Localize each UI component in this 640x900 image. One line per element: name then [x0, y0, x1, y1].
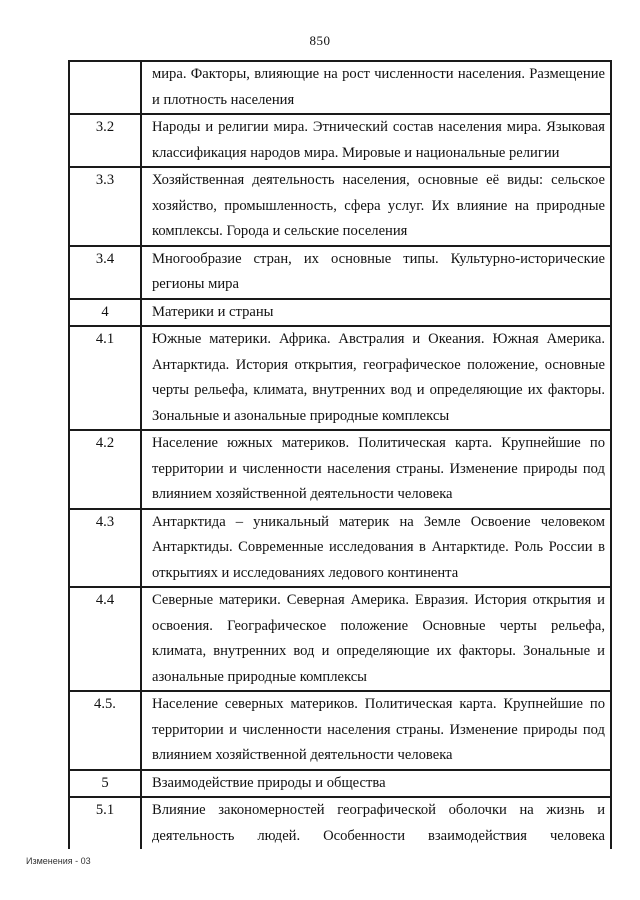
row-number: 3.3 [69, 167, 141, 246]
table-row [69, 797, 611, 849]
row-number: 5.1 [69, 797, 141, 849]
row-number: 3.2 [69, 114, 141, 167]
table-row [69, 326, 611, 430]
table-row [69, 167, 611, 246]
row-text: Многообразие стран, их основные типы. Культурно-исторические регионы мира [141, 246, 611, 299]
row-text: Население северных материков. Политическая карта. Крупнейшие по территории и численности населения страны. Изменение природы под влиянием хозяйственной деятельности человека [141, 691, 611, 770]
row-number: 3.4 [69, 246, 141, 299]
row-text: Влияние закономерностей географической оболочки на жизнь и деятельность людей. Особенности взаимодействия человека [141, 797, 611, 849]
row-text: мира. Факторы, влияющие на рост численности населения. Размещение и плотность населения [141, 61, 611, 114]
row-text: Антарктида – уникальный материк на Земле Освоение человеком Антарктиды. Современные исследования в Антарктиде. Роль России в открытиях и исследованиях ледового континента [141, 509, 611, 588]
row-text: Хозяйственная деятельность населения, основные её виды: сельское хозяйство, промышленность, сфера услуг. Их влияние на природные комплексы. Города и сельские поселения [141, 167, 611, 246]
row-number [69, 61, 141, 114]
table-row [69, 61, 611, 114]
row-number: 4.2 [69, 430, 141, 509]
row-text: Северные материки. Северная Америка. Евразия. История открытия и освоения. Географическое положение Основные черты рельефа, климата, внутренних вод и определяющие их факторы. Зональные и азональные природные комплексы [141, 587, 611, 691]
table-row [69, 246, 611, 299]
row-text: Взаимодействие природы и общества [141, 770, 611, 798]
table-row [69, 770, 611, 798]
table-row [69, 691, 611, 770]
table-row [69, 587, 611, 691]
row-number: 4.1 [69, 326, 141, 430]
page-number: 850 [309, 33, 331, 48]
row-number: 4.3 [69, 509, 141, 588]
row-text: Южные материки. Африка. Австралия и Океания. Южная Америка. Антарктида. История открытия, географическое положение, основные черты рельефа, климата, внутренних вод и определяющие их факторы. Зональные и азональные природные комплексы [141, 326, 611, 430]
row-number: 4 [69, 299, 141, 327]
footer-note: Изменения - 03 [26, 856, 91, 866]
table-row [69, 299, 611, 327]
table-row [69, 430, 611, 509]
row-text: Материки и страны [141, 299, 611, 327]
row-number: 5 [69, 770, 141, 798]
row-text: Население южных материков. Политическая карта. Крупнейшие по территории и численности населения страны. Изменение природы под влиянием хозяйственной деятельности человека [141, 430, 611, 509]
table-row [69, 509, 611, 588]
table-row [69, 114, 611, 167]
row-text: Народы и религии мира. Этнический состав населения мира. Языковая классификация народов мира. Мировые и национальные религии [141, 114, 611, 167]
row-number: 4.4 [69, 587, 141, 691]
topics-table [68, 60, 612, 849]
row-number: 4.5. [69, 691, 141, 770]
